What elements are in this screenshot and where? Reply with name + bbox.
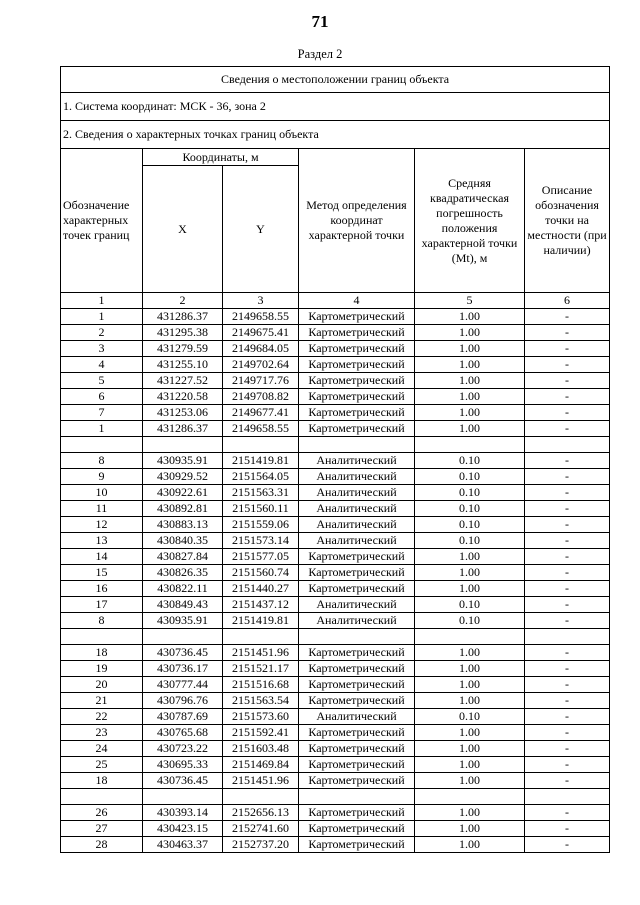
empty-cell xyxy=(143,629,223,645)
y-coordinate-cell: 2151419.81 xyxy=(223,613,299,629)
section-label: Раздел 2 xyxy=(297,47,343,61)
y-coordinate-cell: 2151563.54 xyxy=(223,693,299,709)
error-cell: 1.00 xyxy=(415,405,525,421)
x-coordinate-cell: 431286.37 xyxy=(143,309,223,325)
error-cell: 0.10 xyxy=(415,613,525,629)
method-cell: Аналитический xyxy=(299,613,415,629)
method-cell: Картометрический xyxy=(299,725,415,741)
table-row xyxy=(61,645,610,661)
point-number-cell: 1 xyxy=(61,309,143,325)
y-coordinate-cell: 2149658.55 xyxy=(223,421,299,437)
point-number-cell: 10 xyxy=(61,485,143,501)
y-coordinate-cell: 2151516.68 xyxy=(223,677,299,693)
method-cell: Картометрический xyxy=(299,421,415,437)
method-cell: Аналитический xyxy=(299,517,415,533)
method-cell: Картометрический xyxy=(299,549,415,565)
y-coordinate-cell: 2151419.81 xyxy=(223,453,299,469)
y-coordinate-cell: 2151577.05 xyxy=(223,549,299,565)
y-coordinate-cell: 2151437.12 xyxy=(223,597,299,613)
y-coordinate-cell: 2151603.48 xyxy=(223,741,299,757)
table-row xyxy=(61,741,610,757)
empty-cell xyxy=(143,437,223,453)
table-row xyxy=(61,581,610,597)
column-number: 4 xyxy=(299,293,415,309)
description-cell: - xyxy=(525,661,610,677)
y-coordinate-cell: 2149702.64 xyxy=(223,357,299,373)
y-coordinate-cell: 2149675.41 xyxy=(223,325,299,341)
empty-cell xyxy=(415,437,525,453)
x-coordinate-cell: 431227.52 xyxy=(143,373,223,389)
table-row xyxy=(61,725,610,741)
x-coordinate-cell: 430736.45 xyxy=(143,773,223,789)
boundary-points-table xyxy=(60,66,610,853)
method-cell: Картометрический xyxy=(299,405,415,421)
description-cell: - xyxy=(525,357,610,373)
y-coordinate-cell: 2149717.76 xyxy=(223,373,299,389)
method-cell: Аналитический xyxy=(299,485,415,501)
method-cell: Картометрический xyxy=(299,325,415,341)
empty-cell xyxy=(299,789,415,805)
table-row xyxy=(61,309,610,325)
point-number-cell: 3 xyxy=(61,341,143,357)
point-number-cell: 4 xyxy=(61,357,143,373)
point-number-cell: 18 xyxy=(61,645,143,661)
table-row xyxy=(61,693,610,709)
point-number-cell: 15 xyxy=(61,565,143,581)
y-coordinate-cell: 2149658.55 xyxy=(223,309,299,325)
point-number-cell: 2 xyxy=(61,325,143,341)
x-coordinate-cell: 430826.35 xyxy=(143,565,223,581)
column-number: 5 xyxy=(415,293,525,309)
table-row xyxy=(61,469,610,485)
point-number-cell: 8 xyxy=(61,613,143,629)
method-cell: Картометрический xyxy=(299,837,415,853)
description-cell: - xyxy=(525,613,610,629)
description-cell: - xyxy=(525,709,610,725)
description-cell: - xyxy=(525,693,610,709)
table-row xyxy=(61,421,610,437)
error-cell: 0.10 xyxy=(415,453,525,469)
table-row xyxy=(61,485,610,501)
description-cell: - xyxy=(525,325,610,341)
header-coordinates: Координаты, м xyxy=(143,149,299,166)
method-cell: Аналитический xyxy=(299,533,415,549)
x-coordinate-cell: 430423.15 xyxy=(143,821,223,837)
error-cell: 0.10 xyxy=(415,469,525,485)
table-row xyxy=(61,773,610,789)
error-cell: 1.00 xyxy=(415,677,525,693)
point-number-cell: 11 xyxy=(61,501,143,517)
x-coordinate-cell: 430796.76 xyxy=(143,693,223,709)
x-coordinate-cell: 430922.61 xyxy=(143,485,223,501)
table-row xyxy=(61,533,610,549)
error-cell: 1.00 xyxy=(415,693,525,709)
table-row xyxy=(61,389,610,405)
description-cell: - xyxy=(525,773,610,789)
x-coordinate-cell: 430892.81 xyxy=(143,501,223,517)
point-number-cell: 18 xyxy=(61,773,143,789)
error-cell: 1.00 xyxy=(415,805,525,821)
y-coordinate-cell: 2151451.96 xyxy=(223,645,299,661)
x-coordinate-cell: 431295.38 xyxy=(143,325,223,341)
y-coordinate-cell: 2151573.60 xyxy=(223,709,299,725)
table-row xyxy=(61,373,610,389)
description-cell: - xyxy=(525,421,610,437)
error-cell: 0.10 xyxy=(415,485,525,501)
x-coordinate-cell: 431286.37 xyxy=(143,421,223,437)
empty-cell xyxy=(525,789,610,805)
empty-cell xyxy=(525,629,610,645)
point-number-cell: 8 xyxy=(61,453,143,469)
error-cell: 1.00 xyxy=(415,581,525,597)
description-cell: - xyxy=(525,485,610,501)
description-cell: - xyxy=(525,501,610,517)
description-cell: - xyxy=(525,389,610,405)
method-cell: Картометрический xyxy=(299,373,415,389)
x-coordinate-cell: 430935.91 xyxy=(143,613,223,629)
table-row xyxy=(61,341,610,357)
point-number-cell: 7 xyxy=(61,405,143,421)
empty-cell xyxy=(223,789,299,805)
point-number-cell: 21 xyxy=(61,693,143,709)
x-coordinate-cell: 430929.52 xyxy=(143,469,223,485)
error-cell: 0.10 xyxy=(415,501,525,517)
point-number-cell: 13 xyxy=(61,533,143,549)
table-row xyxy=(61,661,610,677)
point-number-cell: 9 xyxy=(61,469,143,485)
table-row xyxy=(61,821,610,837)
method-cell: Картометрический xyxy=(299,821,415,837)
empty-cell xyxy=(143,789,223,805)
point-number-cell: 28 xyxy=(61,837,143,853)
error-cell: 1.00 xyxy=(415,421,525,437)
method-cell: Аналитический xyxy=(299,597,415,613)
error-cell: 1.00 xyxy=(415,757,525,773)
method-cell: Картометрический xyxy=(299,565,415,581)
error-cell: 1.00 xyxy=(415,821,525,837)
y-coordinate-cell: 2149708.82 xyxy=(223,389,299,405)
column-number: 1 xyxy=(61,293,143,309)
table-row xyxy=(61,565,610,581)
table-row xyxy=(61,501,610,517)
x-coordinate-cell: 430822.11 xyxy=(143,581,223,597)
description-cell: - xyxy=(525,453,610,469)
description-cell: - xyxy=(525,341,610,357)
y-coordinate-cell: 2149684.05 xyxy=(223,341,299,357)
x-coordinate-cell: 430736.17 xyxy=(143,661,223,677)
table-row xyxy=(61,597,610,613)
error-cell: 1.00 xyxy=(415,309,525,325)
point-number-cell: 20 xyxy=(61,677,143,693)
y-coordinate-cell: 2151592.41 xyxy=(223,725,299,741)
points-section-title: 2. Сведения о характерных точках границ объекта xyxy=(61,121,610,149)
point-number-cell: 1 xyxy=(61,421,143,437)
empty-cell xyxy=(61,437,143,453)
table-row xyxy=(61,453,610,469)
description-cell: - xyxy=(525,821,610,837)
point-number-cell: 5 xyxy=(61,373,143,389)
empty-cell xyxy=(223,629,299,645)
point-number-cell: 12 xyxy=(61,517,143,533)
x-coordinate-cell: 430787.69 xyxy=(143,709,223,725)
table-row xyxy=(61,549,610,565)
error-cell: 0.10 xyxy=(415,517,525,533)
y-coordinate-cell: 2151573.14 xyxy=(223,533,299,549)
error-cell: 0.10 xyxy=(415,709,525,725)
error-cell: 1.00 xyxy=(415,645,525,661)
description-cell: - xyxy=(525,549,610,565)
method-cell: Аналитический xyxy=(299,709,415,725)
y-coordinate-cell: 2149677.41 xyxy=(223,405,299,421)
method-cell: Аналитический xyxy=(299,469,415,485)
x-coordinate-cell: 431279.59 xyxy=(143,341,223,357)
error-cell: 1.00 xyxy=(415,661,525,677)
error-cell: 1.00 xyxy=(415,325,525,341)
x-coordinate-cell: 430827.84 xyxy=(143,549,223,565)
error-cell: 1.00 xyxy=(415,725,525,741)
method-cell: Картометрический xyxy=(299,341,415,357)
table-row xyxy=(61,517,610,533)
method-cell: Картометрический xyxy=(299,309,415,325)
error-cell: 0.10 xyxy=(415,597,525,613)
x-coordinate-cell: 430695.33 xyxy=(143,757,223,773)
point-number-cell: 16 xyxy=(61,581,143,597)
empty-cell xyxy=(61,789,143,805)
method-cell: Картометрический xyxy=(299,581,415,597)
table-row xyxy=(61,325,610,341)
page-number: 71 xyxy=(311,12,329,31)
description-cell: - xyxy=(525,645,610,661)
coord-system-row: 1. Система координат: МСК - 36, зона 2 xyxy=(61,93,610,121)
y-coordinate-cell: 2151560.74 xyxy=(223,565,299,581)
description-cell: - xyxy=(525,517,610,533)
y-coordinate-cell: 2151521.17 xyxy=(223,661,299,677)
header-description: Описание обозначения точки на местности (при наличии) xyxy=(525,149,610,293)
method-cell: Картометрический xyxy=(299,661,415,677)
x-coordinate-cell: 431220.58 xyxy=(143,389,223,405)
method-cell: Картометрический xyxy=(299,805,415,821)
empty-cell xyxy=(61,629,143,645)
description-cell: - xyxy=(525,837,610,853)
error-cell: 1.00 xyxy=(415,341,525,357)
x-coordinate-cell: 430393.14 xyxy=(143,805,223,821)
method-cell: Картометрический xyxy=(299,389,415,405)
column-number: 2 xyxy=(143,293,223,309)
description-cell: - xyxy=(525,805,610,821)
method-cell: Картометрический xyxy=(299,645,415,661)
description-cell: - xyxy=(525,469,610,485)
table-row xyxy=(61,805,610,821)
point-number-cell: 25 xyxy=(61,757,143,773)
description-cell: - xyxy=(525,405,610,421)
x-coordinate-cell: 430883.13 xyxy=(143,517,223,533)
error-cell: 1.00 xyxy=(415,389,525,405)
y-coordinate-cell: 2152737.20 xyxy=(223,837,299,853)
x-coordinate-cell: 430736.45 xyxy=(143,645,223,661)
error-cell: 1.00 xyxy=(415,373,525,389)
method-cell: Картометрический xyxy=(299,741,415,757)
x-coordinate-cell: 430723.22 xyxy=(143,741,223,757)
empty-cell xyxy=(223,437,299,453)
point-number-cell: 24 xyxy=(61,741,143,757)
x-coordinate-cell: 430777.44 xyxy=(143,677,223,693)
error-cell: 1.00 xyxy=(415,357,525,373)
error-cell: 1.00 xyxy=(415,741,525,757)
description-cell: - xyxy=(525,725,610,741)
column-number: 3 xyxy=(223,293,299,309)
x-coordinate-cell: 430463.37 xyxy=(143,837,223,853)
header-error: Средняя квадратическая погрешность положения характерной точки (Mt), м xyxy=(415,149,525,293)
header-x: X xyxy=(143,166,223,293)
x-coordinate-cell: 430765.68 xyxy=(143,725,223,741)
description-cell: - xyxy=(525,741,610,757)
error-cell: 1.00 xyxy=(415,837,525,853)
error-cell: 1.00 xyxy=(415,565,525,581)
error-cell: 1.00 xyxy=(415,549,525,565)
point-number-cell: 23 xyxy=(61,725,143,741)
table-row xyxy=(61,837,610,853)
table-title: Сведения о местоположении границ объекта xyxy=(61,67,610,93)
description-cell: - xyxy=(525,373,610,389)
group-separator-row xyxy=(61,629,610,645)
table-row xyxy=(61,405,610,421)
table-row xyxy=(61,613,610,629)
description-cell: - xyxy=(525,533,610,549)
y-coordinate-cell: 2152741.60 xyxy=(223,821,299,837)
error-cell: 0.10 xyxy=(415,533,525,549)
y-coordinate-cell: 2151560.11 xyxy=(223,501,299,517)
y-coordinate-cell: 2151451.96 xyxy=(223,773,299,789)
y-coordinate-cell: 2152656.13 xyxy=(223,805,299,821)
group-separator-row xyxy=(61,789,610,805)
empty-cell xyxy=(415,629,525,645)
description-cell: - xyxy=(525,597,610,613)
point-number-cell: 19 xyxy=(61,661,143,677)
method-cell: Аналитический xyxy=(299,453,415,469)
error-cell: 1.00 xyxy=(415,773,525,789)
empty-cell xyxy=(299,437,415,453)
y-coordinate-cell: 2151469.84 xyxy=(223,757,299,773)
point-number-cell: 6 xyxy=(61,389,143,405)
method-cell: Картометрический xyxy=(299,677,415,693)
y-coordinate-cell: 2151563.31 xyxy=(223,485,299,501)
table-row xyxy=(61,757,610,773)
column-number-row xyxy=(61,293,610,309)
description-cell: - xyxy=(525,677,610,693)
x-coordinate-cell: 430840.35 xyxy=(143,533,223,549)
method-cell: Аналитический xyxy=(299,501,415,517)
empty-cell xyxy=(525,437,610,453)
header-method: Метод определения координат характерной точки xyxy=(299,149,415,293)
group-separator-row xyxy=(61,437,610,453)
method-cell: Картометрический xyxy=(299,357,415,373)
header-y: Y xyxy=(223,166,299,293)
empty-cell xyxy=(415,789,525,805)
description-cell: - xyxy=(525,757,610,773)
method-cell: Картометрический xyxy=(299,773,415,789)
point-number-cell: 26 xyxy=(61,805,143,821)
x-coordinate-cell: 430849.43 xyxy=(143,597,223,613)
x-coordinate-cell: 431255.10 xyxy=(143,357,223,373)
table-row xyxy=(61,357,610,373)
point-number-cell: 14 xyxy=(61,549,143,565)
point-number-cell: 17 xyxy=(61,597,143,613)
method-cell: Картометрический xyxy=(299,757,415,773)
y-coordinate-cell: 2151440.27 xyxy=(223,581,299,597)
x-coordinate-cell: 430935.91 xyxy=(143,453,223,469)
description-cell: - xyxy=(525,581,610,597)
y-coordinate-cell: 2151559.06 xyxy=(223,517,299,533)
y-coordinate-cell: 2151564.05 xyxy=(223,469,299,485)
table-row xyxy=(61,709,610,725)
description-cell: - xyxy=(525,309,610,325)
point-number-cell: 22 xyxy=(61,709,143,725)
empty-cell xyxy=(299,629,415,645)
point-number-cell: 27 xyxy=(61,821,143,837)
column-number: 6 xyxy=(525,293,610,309)
table-row xyxy=(61,677,610,693)
header-designation: Обозначение характерных точек границ xyxy=(61,149,143,293)
x-coordinate-cell: 431253.06 xyxy=(143,405,223,421)
method-cell: Картометрический xyxy=(299,693,415,709)
description-cell: - xyxy=(525,565,610,581)
